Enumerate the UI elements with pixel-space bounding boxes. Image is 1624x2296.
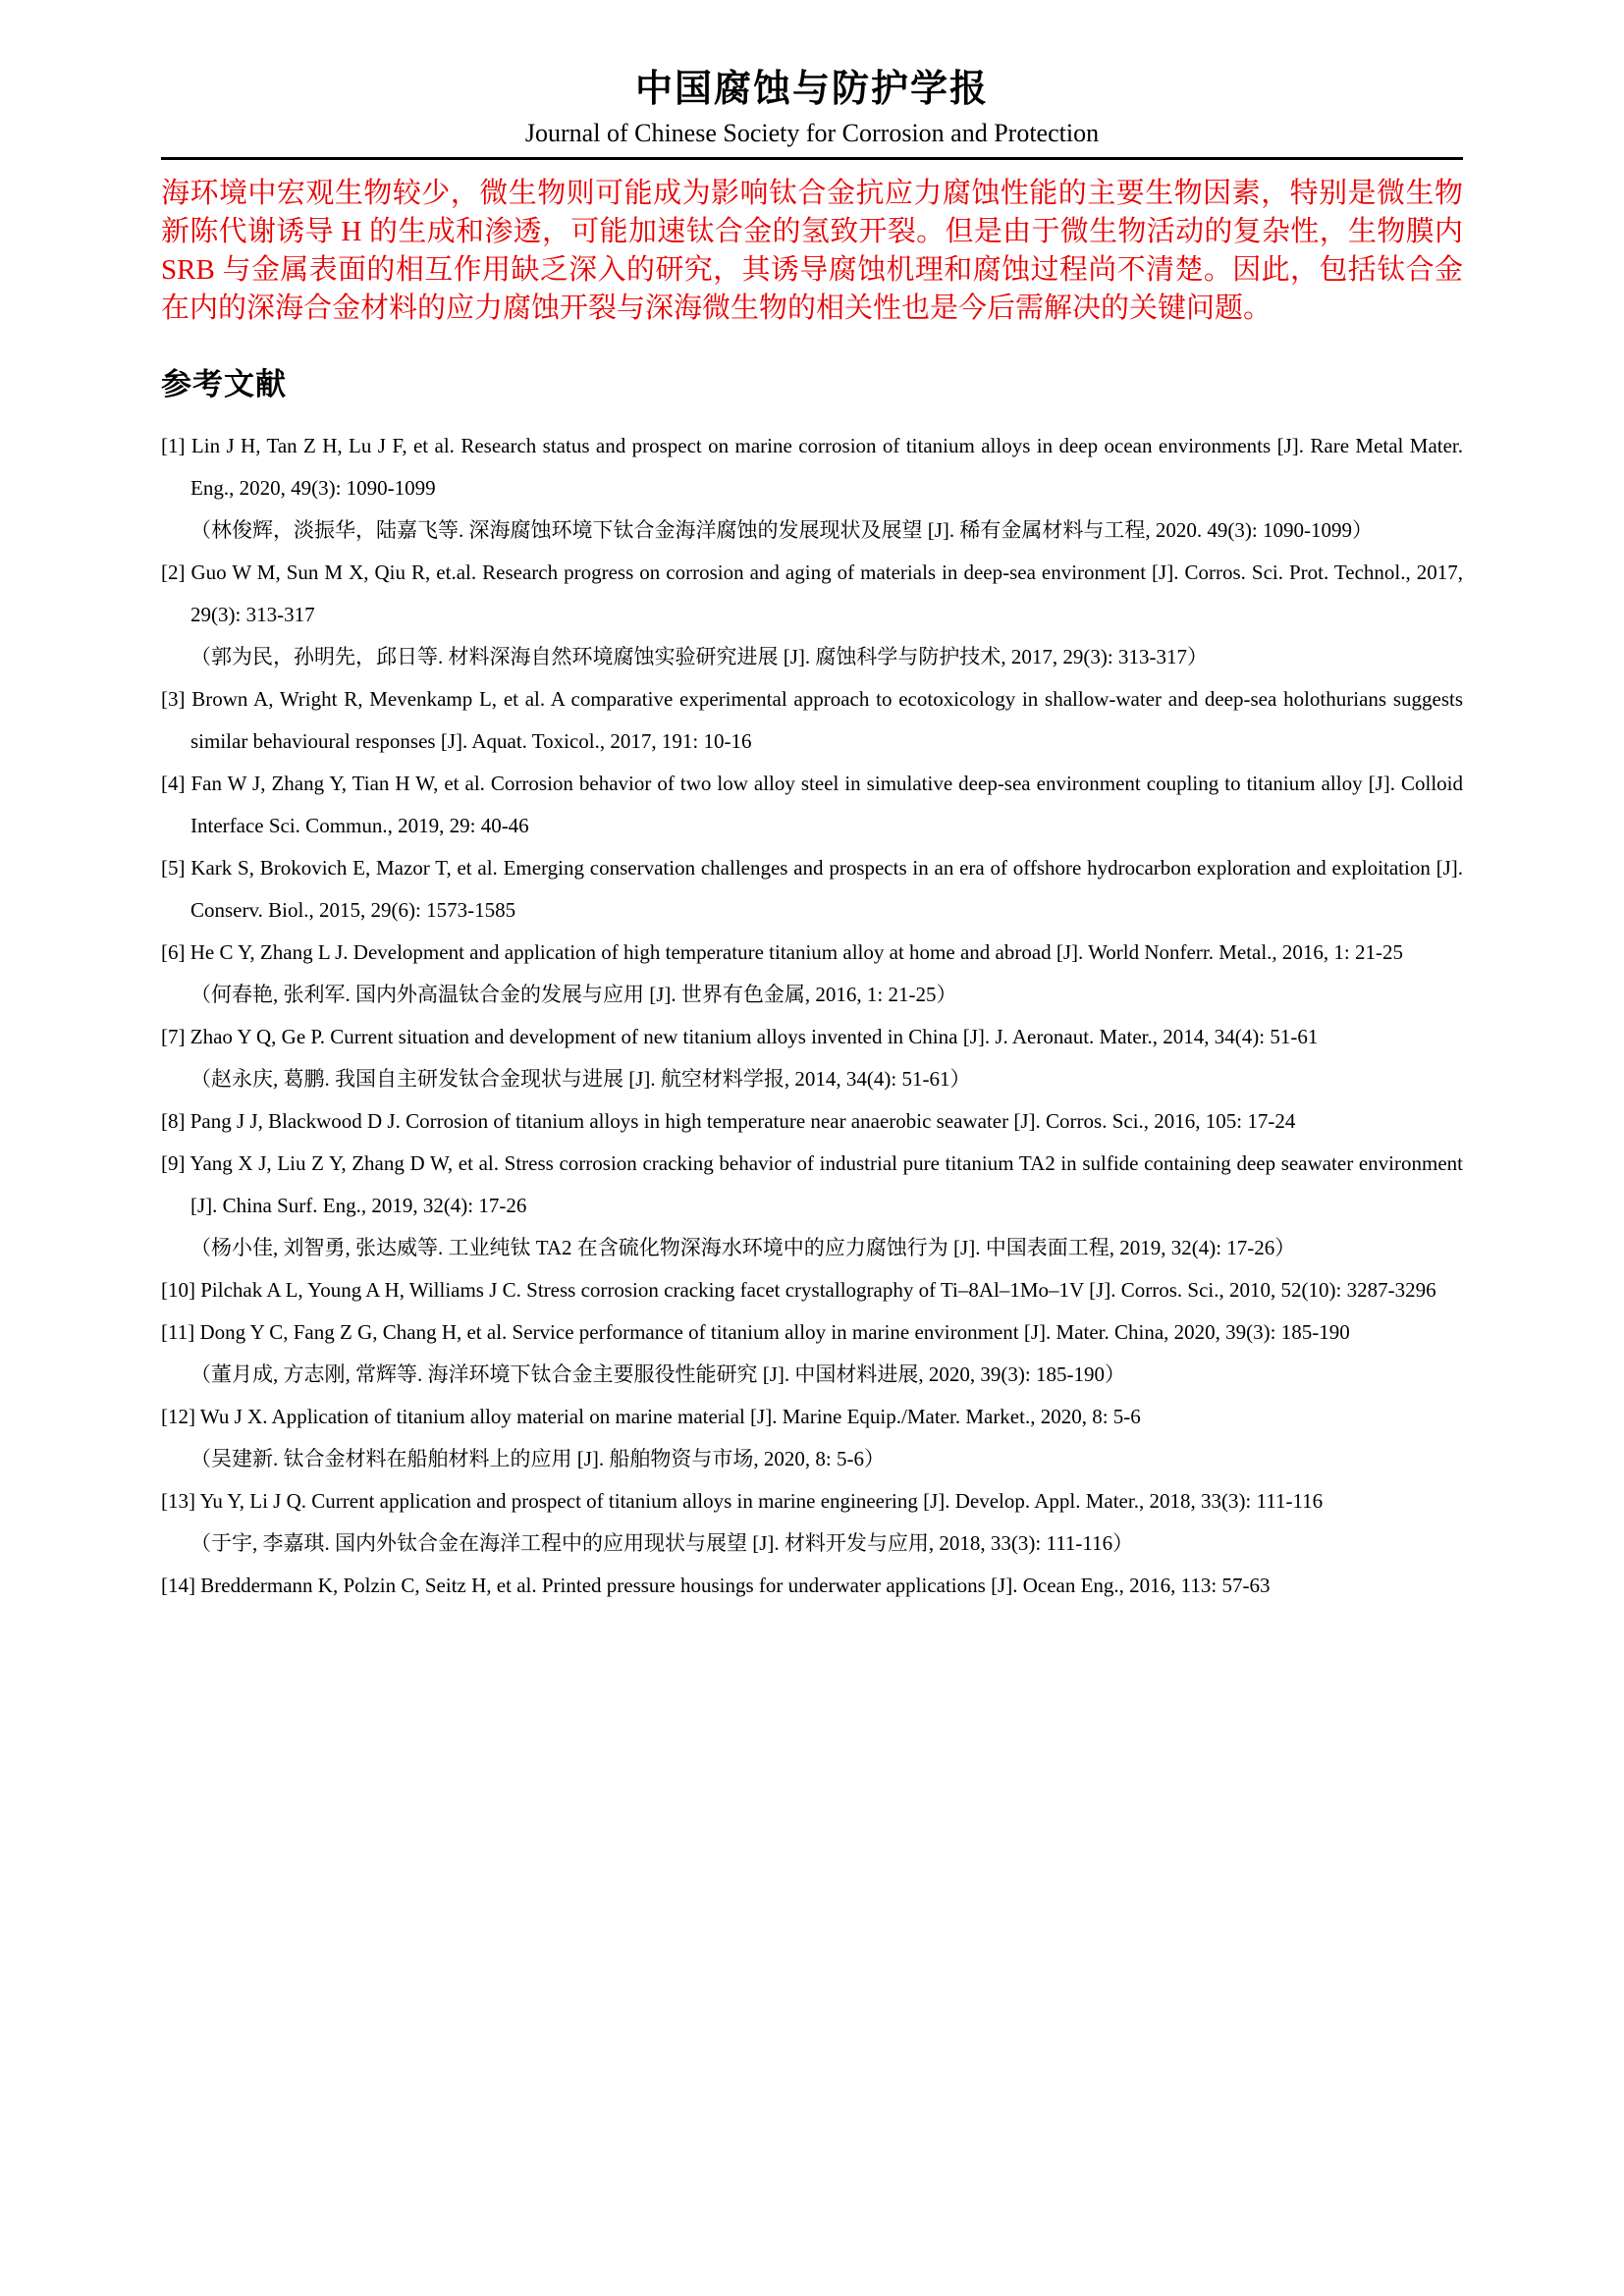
reference-text-cn: （郭为民，孙明先，邱日等. 材料深海自然环境腐蚀实验研究进展 [J]. 腐蚀科学与防护技术, 2017, 29(3): 313-317） [190,644,1208,668]
reference-text-cn: （吴建新. 钛合金材料在船舶材料上的应用 [J]. 船舶物资与市场, 2020, 8: 5-6） [190,1446,885,1470]
reference-text-en: Brown A, Wright R, Mevenkamp L, et al. A comparative experimental approach to ecotoxicology in shallow-water and deep-sea holothurians suggests similar behavioural responses [J]. Aquat. Toxicol., 2017, 191: 10-16 [190,686,1463,753]
reference-text-cn: （林俊辉，淡振华，陆嘉飞等. 深海腐蚀环境下钛合金海洋腐蚀的发展现状及展望 [J]. 稀有金属材料与工程, 2020. 49(3): 1090-1099） [190,517,1373,542]
references-heading: 参考文献 [161,366,287,401]
reference-text-en: He C Y, Zhang L J. Development and application of high temperature titanium alloy at home and abroad [J]. World Nonferr. Metal., 2016, 1: 21-25 [189,939,1404,964]
reference-text-en: Dong Y C, Fang Z G, Chang H, et al. Service performance of titanium alloy in marine environment [J]. Mater. China, 2020, 39(3): 185-190 [199,1319,1350,1344]
reference-item [161,1100,1463,1143]
reference-citation-en [161,1100,1463,1143]
reference-text-en: Kark S, Brokovich E, Mazor T, et al. Emerging conservation challenges and prospects in an era of offshore hydrocarbon exploration and exploitation [J]. Conserv. Biol., 2015, 29(6): 1573-1585 [190,855,1464,922]
reference-text-en: Pilchak A L, Young A H, Williams J C. Stress corrosion cracking facet crystallography of Ti–8Al–1Mo–1V [J]. Corros. Sci., 2010, 52(10): 3287-3296 [200,1277,1436,1302]
reference-text-cn: （杨小佳, 刘智勇, 张达威等. 工业纯钛 TA2 在含硫化物深海水环境中的应力腐蚀行为 [J]. 中国表面工程, 2019, 32(4): 17-26） [190,1235,1296,1259]
reference-citation-en [161,1269,1463,1311]
reference-id: [6] [161,939,186,964]
reference-id: [3] [161,686,186,711]
reference-item [161,1480,1463,1565]
reference-citation-en [161,847,1464,932]
reference-id: [7] [161,1024,186,1048]
reference-item [161,1143,1463,1269]
reference-id: [1] [161,433,186,457]
reference-id: [14] [161,1573,195,1597]
reference-text-en: Guo W M, Sun M X, Qiu R, et.al. Research progress on corrosion and aging of materials in deep-sea environment [J]. Corros. Sci. Prot. Technol., 2017, 29(3): 313-317 [190,560,1463,626]
reference-text-cn: （赵永庆, 葛鹏. 我国自主研发钛合金现状与进展 [J]. 航空材料学报, 2014, 34(4): 51-61） [190,1066,971,1091]
reference-citation-en [161,1143,1463,1227]
reference-text-cn: （董月成, 方志刚, 常辉等. 海洋环境下钛合金主要服役性能研究 [J]. 中国材料进展, 2020, 39(3): 185-190） [190,1362,1125,1386]
intro-paragraph: 海环境中宏观生物较少，微生物则可能成为影响钛合金抗应力腐蚀性能的主要生物因素，特别是微生物新陈代谢诱导 H 的生成和渗透，可能加速钛合金的氢致开裂。但是由于微生物活动的复杂性，生物膜内 SRB 与金属表面的相互作用缺乏深入的研究，其诱导腐蚀机理和腐蚀过程尚不清楚。因此，包括钛合金在内的深海合金材料的应力腐蚀开裂与深海微生物的相关性也是今后需解决的关键问题。 [161,177,1463,324]
reference-citation-en [161,1565,1463,1607]
reference-text-en: Yu Y, Li J Q. Current application and prospect of titanium alloys in marine engineering [J]. Develop. Appl. Mater., 2018, 33(3): 111-116 [199,1488,1324,1513]
header-rule [161,157,1463,160]
reference-citation-en [161,763,1463,847]
reference-citation-en [161,1396,1463,1438]
reference-citation-en [161,552,1463,636]
reference-item [161,678,1463,763]
reference-item [161,1269,1463,1311]
reference-text-cn: （何春艳, 张利军. 国内外高温钛合金的发展与应用 [J]. 世界有色金属, 2016, 1: 21-25） [190,982,957,1006]
reference-id: [8] [161,1108,186,1133]
journal-title-cn: 中国腐蚀与防护学报 [634,69,989,110]
reference-id: [9] [161,1150,186,1175]
reference-text-en: Lin J H, Tan Z H, Lu J F, et al. Research status and prospect on marine corrosion of titanium alloys in deep ocean environments [J]. Rare Metal Mater. Eng., 2020, 49(3): 1090-1099 [190,433,1464,500]
reference-item [161,552,1463,678]
reference-text-en: Pang J J, Blackwood D J. Corrosion of titanium alloys in high temperature near anaerobic seawater [J]. Corros. Sci., 2016, 105: 17-24 [189,1108,1296,1133]
reference-item [161,932,1463,1016]
reference-list [161,425,1463,1607]
reference-citation-en [161,1311,1463,1354]
reference-id: [12] [161,1404,195,1428]
reference-citation-en [161,425,1464,509]
reference-id: [11] [161,1319,195,1344]
reference-id: [5] [161,855,186,880]
reference-item [161,763,1463,847]
page-header [161,67,1463,160]
reference-text-en: Yang X J, Liu Z Y, Zhang D W, et al. Stress corrosion cracking behavior of industrial pure titanium TA2 in sulfide containing deep seawater environment [J]. China Surf. Eng., 2019, 32(4): 17-26 [189,1150,1463,1217]
reference-text-en: Zhao Y Q, Ge P. Current situation and development of new titanium alloys invented in China [J]. J. Aeronaut. Mater., 2014, 34(4): 51-61 [189,1024,1319,1048]
reference-item [161,847,1463,932]
reference-item [161,1016,1463,1100]
reference-id: [13] [161,1488,195,1513]
reference-text-en: Wu J X. Application of titanium alloy material on marine material [J]. Marine Equip./Mater. Market., 2020, 8: 5-6 [199,1404,1141,1428]
reference-item [161,1396,1463,1480]
reference-item [161,1311,1463,1396]
reference-citation-en [161,678,1463,763]
reference-text-en: Fan W J, Zhang Y, Tian H W, et al. Corrosion behavior of two low alloy steel in simulative deep-sea environment coupling to titanium alloy [J]. Colloid Interface Sci. Commun., 2019, 29: 40-46 [190,771,1463,837]
reference-item [161,1565,1463,1607]
reference-citation-en [161,1016,1463,1058]
reference-item [161,425,1463,552]
reference-id: [4] [161,771,186,795]
reference-citation-en [161,932,1463,974]
reference-text-cn: （于宇, 李嘉琪. 国内外钛合金在海洋工程中的应用现状与展望 [J]. 材料开发与应用, 2018, 33(3): 111-116） [190,1530,1134,1555]
journal-title-en: Journal of Chinese Society for Corrosion and Protection [524,118,1100,147]
reference-citation-en [161,1480,1463,1522]
reference-text-en: Breddermann K, Polzin C, Seitz H, et al. Printed pressure housings for underwater applications [J]. Ocean Eng., 2016, 113: 57-63 [200,1573,1271,1597]
reference-id: [10] [161,1277,195,1302]
reference-id: [2] [161,560,186,584]
